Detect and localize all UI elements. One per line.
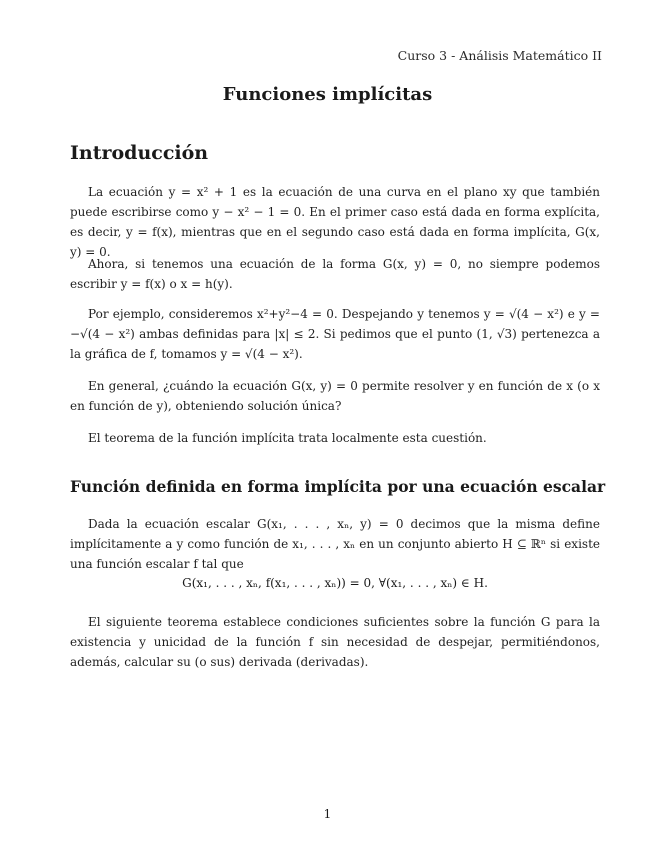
document-title: Funciones implícitas xyxy=(222,84,433,105)
paragraph-intro-2: Ahora, si tenemos una ecuación de la forma G(x, y) = 0, no siempre podemos escribir y = f(x) o x = h(y). xyxy=(70,257,600,291)
page-number: 1 xyxy=(323,807,332,821)
paragraph-intro-5: El teorema de la función implícita trata localmente esta cuestión. xyxy=(88,431,487,445)
running-header: Curso 3 - Análisis Matemático II xyxy=(397,48,602,63)
section-heading-funcion-implicita: Función definida en forma implícita por una ecuación escalar xyxy=(70,477,606,496)
paragraph-intro-3: Por ejemplo, consideremos x²+y²−4 = 0. Despejando y tenemos y = √(4 − x²) e y = −√(4 − x²) ambas definidas para |x| ≤ 2. Si pedimos que el punto (1, √3) pertenezca a la gráfica de f, tomamos y = √(4 − x²). xyxy=(70,307,600,361)
paragraph-teorema: El siguiente teorema establece condiciones suficientes sobre la función G para la existencia y unicidad de la función f sin necesidad de despejar, permitiéndonos, además, calcular su (o sus) derivada (derivadas). xyxy=(70,615,600,669)
display-equation: G(x₁, . . . , xₙ, f(x₁, . . . , xₙ)) = 0, ∀(x₁, . . . , xₙ) ∈ H. xyxy=(182,576,488,590)
paragraph-intro-4: En general, ¿cuándo la ecuación G(x, y) = 0 permite resolver y en función de x (o x en función de y), obteniendo solución única? xyxy=(70,379,600,413)
section-heading-introduccion: Introducción xyxy=(70,142,209,164)
paragraph-definicion: Dada la ecuación escalar G(x₁, . . . , xₙ, y) = 0 decimos que la misma define implícitamente a y como función de x₁, . . . , xₙ en un conjunto abierto H ⊆ ℝⁿ si existe una función escalar f tal que xyxy=(70,517,600,571)
paragraph-intro-1: La ecuación y = x² + 1 es la ecuación de una curva en el plano xy que también puede escribirse como y − x² − 1 = 0. En el primer caso está dada en forma explícita, es decir, y = f(x), mientras que en el segundo caso está dada en forma implícita, G(x, y) = 0. xyxy=(70,185,600,259)
